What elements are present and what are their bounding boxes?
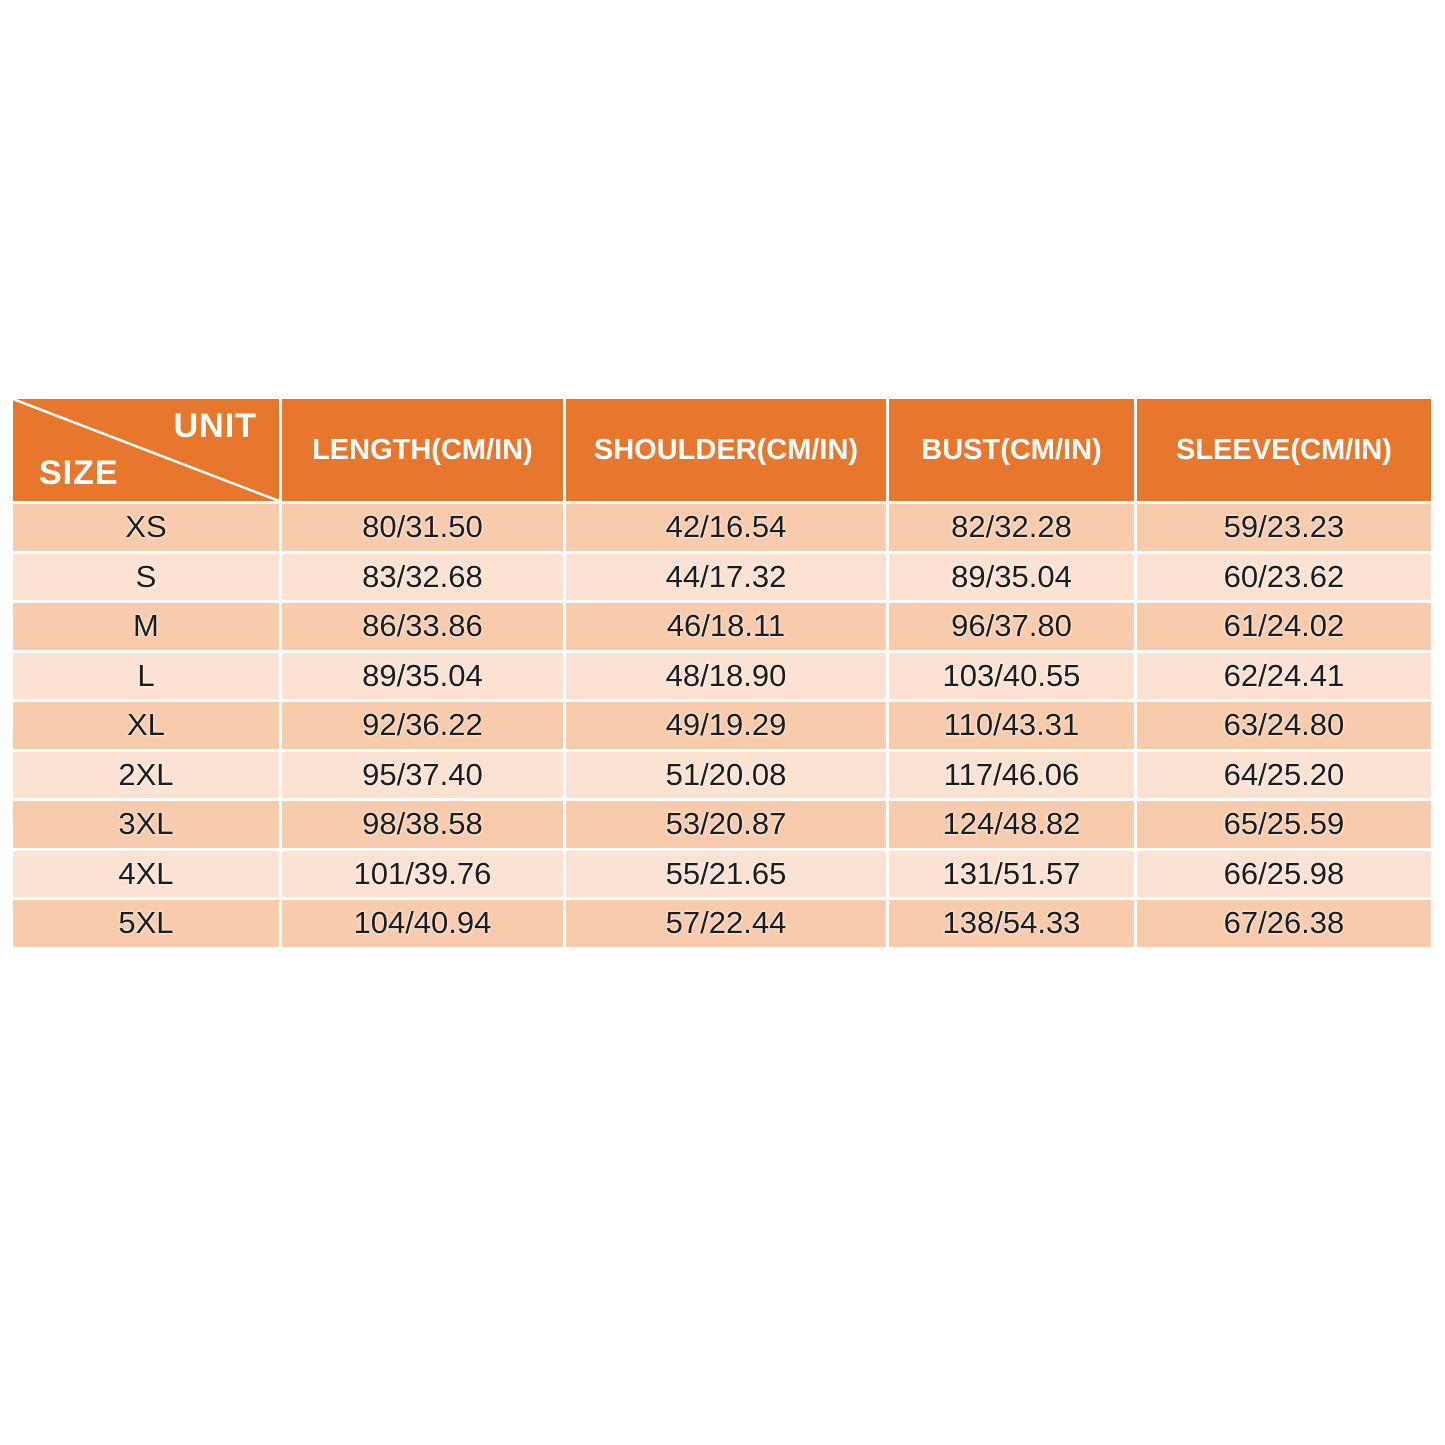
shoulder-cell: 51/20.08 (566, 752, 886, 799)
length-cell: 95/37.40 (282, 752, 563, 799)
table-row (13, 752, 1431, 799)
sleeve-cell: 60/23.62 (1137, 554, 1431, 601)
table-body (13, 504, 1431, 947)
bust-cell: 96/37.80 (889, 603, 1134, 650)
length-cell: 101/39.76 (282, 851, 563, 898)
size-cell: 2XL (13, 752, 279, 799)
shoulder-cell: 49/19.29 (566, 702, 886, 749)
shoulder-cell: 44/17.32 (566, 554, 886, 601)
table-row (13, 900, 1431, 947)
bust-cell: 103/40.55 (889, 653, 1134, 700)
shoulder-cell: 46/18.11 (566, 603, 886, 650)
sleeve-cell: 59/23.23 (1137, 504, 1431, 551)
unit-label: UNIT (173, 407, 257, 445)
table-header (13, 399, 1431, 501)
header-row (13, 399, 1431, 501)
size-cell: 3XL (13, 801, 279, 848)
length-cell: 83/32.68 (282, 554, 563, 601)
length-cell: 92/36.22 (282, 702, 563, 749)
sleeve-cell: 66/25.98 (1137, 851, 1431, 898)
length-cell: 80/31.50 (282, 504, 563, 551)
size-cell: 4XL (13, 851, 279, 898)
shoulder-cell: 55/21.65 (566, 851, 886, 898)
sleeve-cell: 64/25.20 (1137, 752, 1431, 799)
column-header-sleeve: SLEEVE(CM/IN) (1137, 399, 1431, 501)
shoulder-cell: 48/18.90 (566, 653, 886, 700)
table-row (13, 603, 1431, 650)
bust-cell: 131/51.57 (889, 851, 1134, 898)
table-row (13, 702, 1431, 749)
size-cell: 5XL (13, 900, 279, 947)
column-header-bust: BUST(CM/IN) (889, 399, 1134, 501)
size-cell: XS (13, 504, 279, 551)
shoulder-cell: 42/16.54 (566, 504, 886, 551)
corner-unit-size-cell (13, 399, 279, 501)
bust-cell: 117/46.06 (889, 752, 1134, 799)
sleeve-cell: 65/25.59 (1137, 801, 1431, 848)
length-cell: 86/33.86 (282, 603, 563, 650)
column-header-shoulder: SHOULDER(CM/IN) (566, 399, 886, 501)
table-row (13, 554, 1431, 601)
bust-cell: 110/43.31 (889, 702, 1134, 749)
length-cell: 89/35.04 (282, 653, 563, 700)
bust-cell: 124/48.82 (889, 801, 1134, 848)
size-cell: M (13, 603, 279, 650)
length-cell: 98/38.58 (282, 801, 563, 848)
size-cell: L (13, 653, 279, 700)
size-cell: S (13, 554, 279, 601)
table-row (13, 504, 1431, 551)
bust-cell: 89/35.04 (889, 554, 1134, 601)
sleeve-cell: 62/24.41 (1137, 653, 1431, 700)
size-label: SIZE (39, 454, 119, 492)
sleeve-cell: 61/24.02 (1137, 603, 1431, 650)
table-row (13, 653, 1431, 700)
shoulder-cell: 57/22.44 (566, 900, 886, 947)
bust-cell: 138/54.33 (889, 900, 1134, 947)
sleeve-cell: 67/26.38 (1137, 900, 1431, 947)
column-header-length: LENGTH(CM/IN) (282, 399, 563, 501)
table-row (13, 851, 1431, 898)
shoulder-cell: 53/20.87 (566, 801, 886, 848)
bust-cell: 82/32.28 (889, 504, 1134, 551)
sleeve-cell: 63/24.80 (1137, 702, 1431, 749)
table-row (13, 801, 1431, 848)
size-chart-table (10, 396, 1434, 950)
length-cell: 104/40.94 (282, 900, 563, 947)
size-cell: XL (13, 702, 279, 749)
